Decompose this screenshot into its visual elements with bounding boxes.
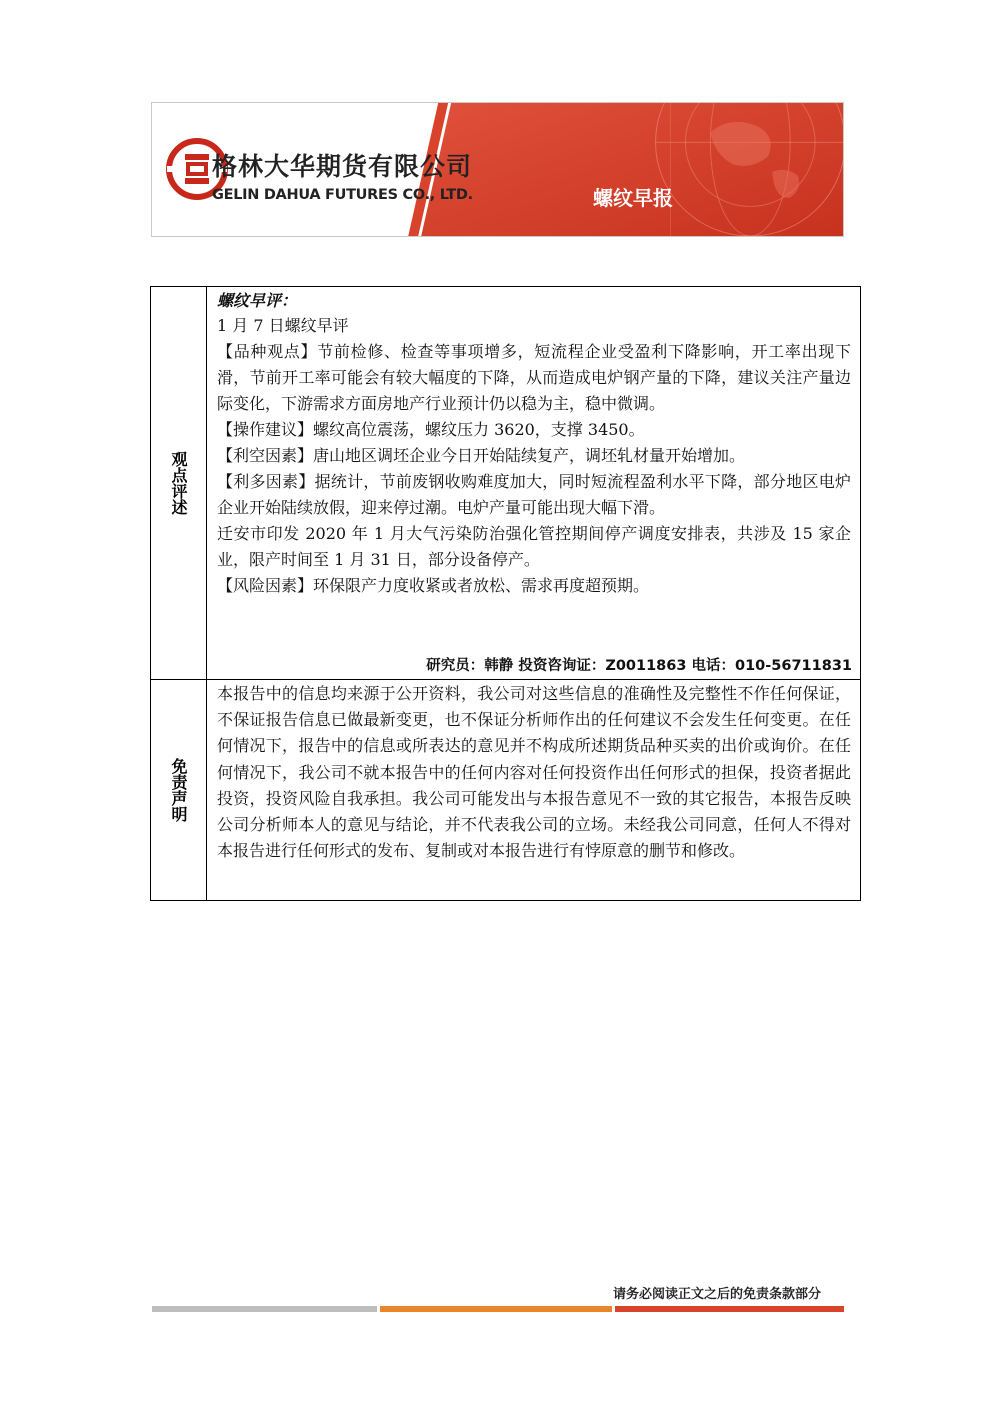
footer-bar-gray — [152, 1306, 377, 1312]
view-paragraph: 【品种观点】节前检修、检查等事项增多，短流程企业受盈利下降影响，开工率出现下滑，节前开工率可能会有较大幅度的下降，从而造成电炉钢产量的下降，建议关注产量边际变化，下游需求方面房地产行业预计仍以稳为主，稳中微调。 — [217, 342, 851, 413]
view-label-cell — [151, 287, 207, 679]
view-paragraph: 【风险因素】环保限产力度收紧或者放松、需求再度超预期。 — [217, 576, 650, 595]
researcher-info: 研究员：韩静 投资咨询证：Z0011863 电话：010-56711831 — [426, 658, 852, 674]
view-date-line: 1 月 7 日螺纹早评 — [217, 316, 349, 335]
company-name-en: GELIN DAHUA FUTURES CO., LTD. — [212, 187, 473, 203]
report-title: 螺纹早报 — [593, 186, 673, 210]
footer-bar-orange — [380, 1306, 612, 1312]
report-table — [150, 286, 861, 901]
footer-bar-red — [615, 1306, 844, 1312]
view-content-cell — [207, 287, 860, 679]
view-paragraph: 【利空因素】唐山地区调坯企业今日开始陆续复产，调坯轧材量开始增加。 — [217, 446, 746, 465]
company-name-cn: 格林大华期货有限公司 — [212, 152, 473, 181]
view-paragraph: 迁安市印发 2020 年 1 月大气污染防治强化管控期间停产调度安排表，共涉及 15 家企业，限产时间至 1 月 31 日，部分设备停产。 — [217, 524, 851, 569]
disclaimer-label: 免责声明 — [169, 758, 188, 822]
disclaimer-text: 本报告中的信息均来源于公开资料，我公司对这些信息的准确性及完整性不作任何保证，不保证报告信息已做最新变更，也不保证分析师作出的任何建议不会发生任何变更。在任何情况下，报告中的信息或所表达的意见并不构成所述期货品种买卖的出价或询价。在任何情况下，我公司不就本报告中的任何内容对任何投资作出任何形式的担保，投资者据此投资，投资风险自我承担。我公司可能发出与本报告意见不一致的其它报告，本报告反映公司分析师本人的意见与结论，并不代表我公司的立场。未经我公司同意，任何人不得对本报告进行任何形式的发布、复制或对本报告进行有悖原意的删节和修改。 — [217, 684, 851, 861]
view-paragraph: 【利多因素】据统计，节前废钢收购难度加大，同时短流程盈利水平下降，部分地区电炉企业开始陆续放假，迎来停过潮。电炉产量可能出现大幅下滑。 — [217, 472, 851, 517]
disclaimer-label-cell — [151, 679, 207, 900]
header-banner — [151, 102, 844, 237]
view-subtitle: 螺纹早评： — [217, 291, 298, 310]
disclaimer-content-cell — [207, 679, 860, 900]
view-paragraph: 【操作建议】螺纹高位震荡，螺纹压力 3620，支撑 3450。 — [217, 420, 645, 439]
footer-note: 请务必阅读正文之后的免责条款部分 — [613, 1287, 822, 1302]
view-label: 观点评述 — [169, 451, 188, 515]
